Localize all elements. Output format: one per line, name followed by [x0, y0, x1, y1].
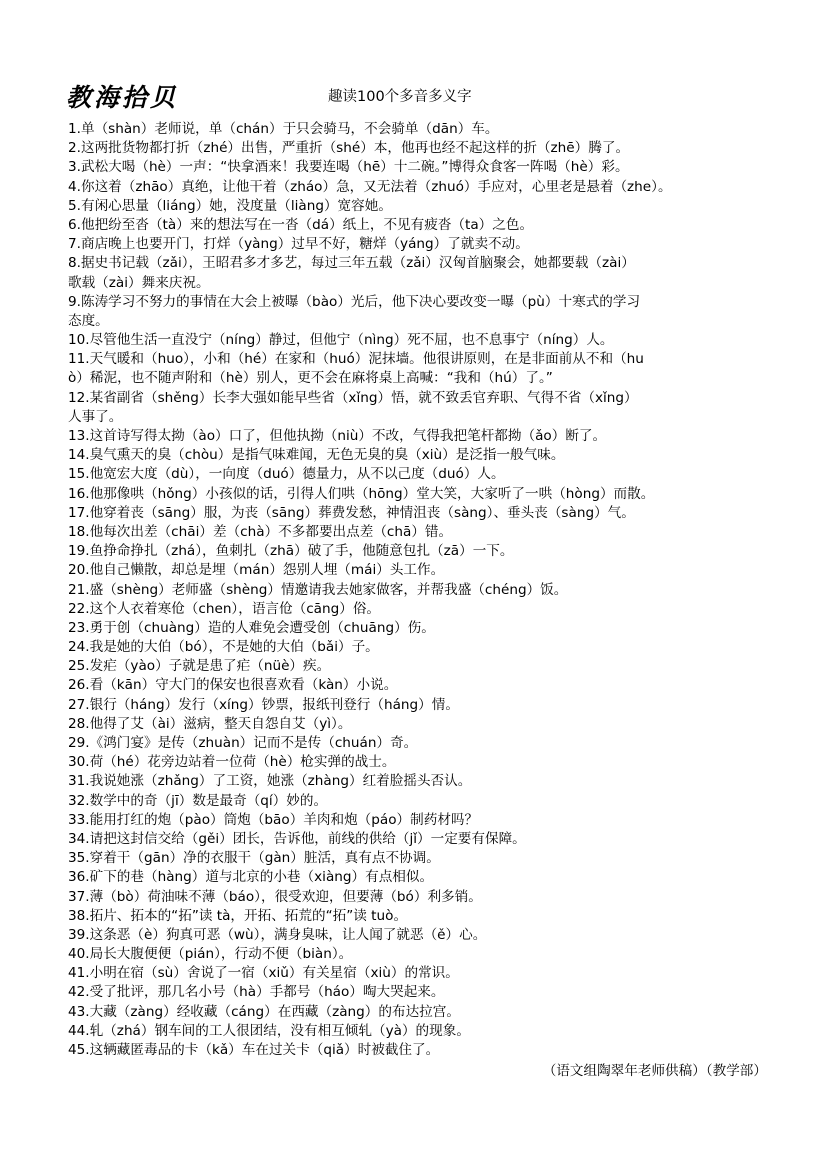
text-line: 32.数学中的奇（jī）数是最奇（qí）妙的。 [68, 792, 328, 809]
text-line: 41.小明在宿（sù）舍说了一宿（xiǔ）有关星宿（xiù）的常识。 [68, 965, 459, 982]
text-line: 40.局长大腹便便（pián），行动不便（biàn）。 [68, 946, 353, 963]
text-line: 35.穿着干（gān）净的衣服干（gàn）脏活，真有点不协调。 [68, 850, 440, 867]
text-line: 25.发疟（yào）子就是患了疟（nüè）疾。 [68, 658, 331, 675]
text-line: 45.这辆藏匿毒品的卡（kǎ）车在过关卡（qiǎ）时被截住了。 [68, 1042, 440, 1058]
text-line: 5.有闲心思量（liáng）她，没度量（liàng）宽容她。 [68, 197, 392, 214]
text-line: 43.大藏（zàng）经收藏（cáng）在西藏（zàng）的布达拉宫。 [68, 1003, 460, 1020]
text-line: 39.这条恶（è）狗真可恶（wù），满身臭味，让人闻了就恶（ě）心。 [68, 926, 487, 943]
text-line: 4.你这着（zhāo）真绝，让他干着（zháo）急，又无法着（zhuó）手应对，心里老是悬着（zhe）。 [68, 178, 672, 195]
text-line: 6.他把纷至沓（tà）来的想法写在一沓（dá）纸上，不见有疲沓（ta）之色。 [68, 216, 534, 233]
text-line: 21.盛（shèng）老师盛（shèng）情邀请我去她家做客，并帮我盛（chéng）饭。 [68, 581, 568, 598]
text-line: ò）稀泥，也不随声附和（hè）别人，更不会在麻将桌上高喊：“我和（hú）了。” [68, 370, 553, 387]
text-line: 1.单（shàn）老师说，单（chán）于只会骑马，不会骑单（dān）车。 [68, 121, 499, 137]
article-title: 趣读100个多音多义字 [328, 89, 472, 105]
text-line: 30.荷（hé）花旁边站着一位荷（hè）枪实弹的战士。 [68, 754, 396, 771]
text-line: 34.请把这封信交给（gěi）团长，告诉他，前线的供给（jǐ）一定要有保障。 [68, 830, 526, 847]
text-line: 36.矿下的巷（hàng）道与北京的小巷（xiàng）有点相似。 [68, 869, 434, 886]
text-line: 31.我说她涨（zhǎng）了工资，她涨（zhàng）红着脸摇头否认。 [68, 773, 472, 790]
text-line: 歌载（zài）舞来庆祝。 [68, 274, 210, 291]
column-brand-title: 教海拾贝 [66, 83, 179, 112]
text-line: 33.能用打红的炮（pào）筒炮（bāo）羊肉和炮（páo）制药材吗？ [68, 811, 479, 828]
text-line: 13.这首诗写得太拗（ào）口了，但他执拗（niù）不改，气得我把笔杆都拗（ǎo）断了。 [68, 428, 607, 444]
text-body [68, 120, 788, 1060]
text-line: 3.武松大喝（hè）一声：“快拿酒来！我要连喝（hē）十二碗。”博得众食客一阵喝（hè）彩。 [68, 159, 629, 176]
text-line: 44.轧（zhá）钢车间的工人很团结，没有相互倾轧（yà）的现象。 [68, 1022, 470, 1039]
text-line: 29.《鸿门宴》是传（zhuàn）记而不是传（chuán）奇。 [68, 735, 418, 751]
text-line: 10.尽管他生活一直没宁（níng）静过，但他宁（nìng）死不屈，也不息事宁（níng）人。 [68, 332, 614, 349]
text-line: 9.陈涛学习不努力的事情在大会上被曝（bào）光后，他下决心要改变一曝（pù）十寒式的学习 [68, 293, 641, 310]
footer-credit: （语文组陶翠年老师供稿）（教学部） [542, 1063, 767, 1079]
text-line: 42.受了批评，那几名小号（hà）手都号（háo）啕大哭起来。 [68, 984, 445, 1001]
text-line: 38.拓片、拓本的“拓”读 tà，开拓、拓荒的“拓”读 tuò。 [68, 907, 408, 924]
text-line: 8.据史书记载（zǎi），王昭君多才多艺，每过三年五载（zǎi）汉匈首脑聚会，她都要载（zài） [68, 255, 635, 272]
text-line: 12.某省副省（shěng）长李大强如能早些省（xǐng）悟，就不致丢官弃职、气得不省（xǐng） [68, 389, 638, 406]
text-line: 7.商店晚上也要开门，打烊（yàng）过早不好，糖烊（yáng）了就卖不动。 [68, 236, 529, 253]
text-line: 11.天气暖和（huo），小和（hé）在家和（huó）泥抹墙。他很讲原则，在是非面前从不和（hu [68, 351, 644, 368]
text-line: 18.他每次出差（chāi）差（chà）不多都要出点差（chā）错。 [68, 523, 453, 540]
text-line: 28.他得了艾（ài）滋病，整天自怨自艾（yì）。 [68, 715, 352, 732]
text-line: 27.银行（háng）发行（xíng）钞票，报纸刊登行（háng）情。 [68, 696, 459, 713]
text-line: 16.他那像哄（hǒng）小孩似的话，引得人们哄（hōng）堂大笑，大家听了一哄（hòng）而散。 [68, 485, 655, 502]
text-line: 37.薄（bò）荷油味不薄（báo），很受欢迎，但要薄（bó）利多销。 [68, 888, 482, 905]
text-line: 26.看（kān）守大门的保安也很喜欢看（kàn）小说。 [68, 677, 398, 694]
text-line: 14.臭气熏天的臭（chòu）是指气味难闻，无色无臭的臭（xiù）是泛指一般气味。 [68, 447, 565, 464]
text-line: 19.鱼挣命挣扎（zhá），鱼刺扎（zhā）破了手，他随意包扎（zā）一下。 [68, 543, 514, 560]
text-line: 23.勇于创（chuàng）造的人难免会遭受创（chuāng）伤。 [68, 619, 435, 636]
text-line: 人事了。 [68, 408, 123, 425]
text-line: 态度。 [68, 312, 109, 329]
text-line: 17.他穿着丧（sāng）服，为丧（sāng）葬费发愁，神情沮丧（sàng）、垂头丧（sàng）气。 [68, 504, 635, 521]
text-line: 15.他宽宏大度（dù），一向度（duó）德量力，从不以己度（duó）人。 [68, 466, 505, 483]
text-line: 20.他自己懒散，却总是埋（mán）怨别人埋（mái）头工作。 [68, 562, 445, 579]
text-line: 22.这个人衣着寒伧（chen），语言伧（cāng）俗。 [68, 600, 381, 617]
header [66, 78, 766, 112]
text-line: 24.我是她的大伯（bó），不是她的大伯（bǎi）子。 [68, 639, 379, 656]
text-line: 2.这两批货物都打折（zhé）出售，严重折（shé）本，他再也经不起这样的折（zhē）腾了。 [68, 140, 630, 157]
